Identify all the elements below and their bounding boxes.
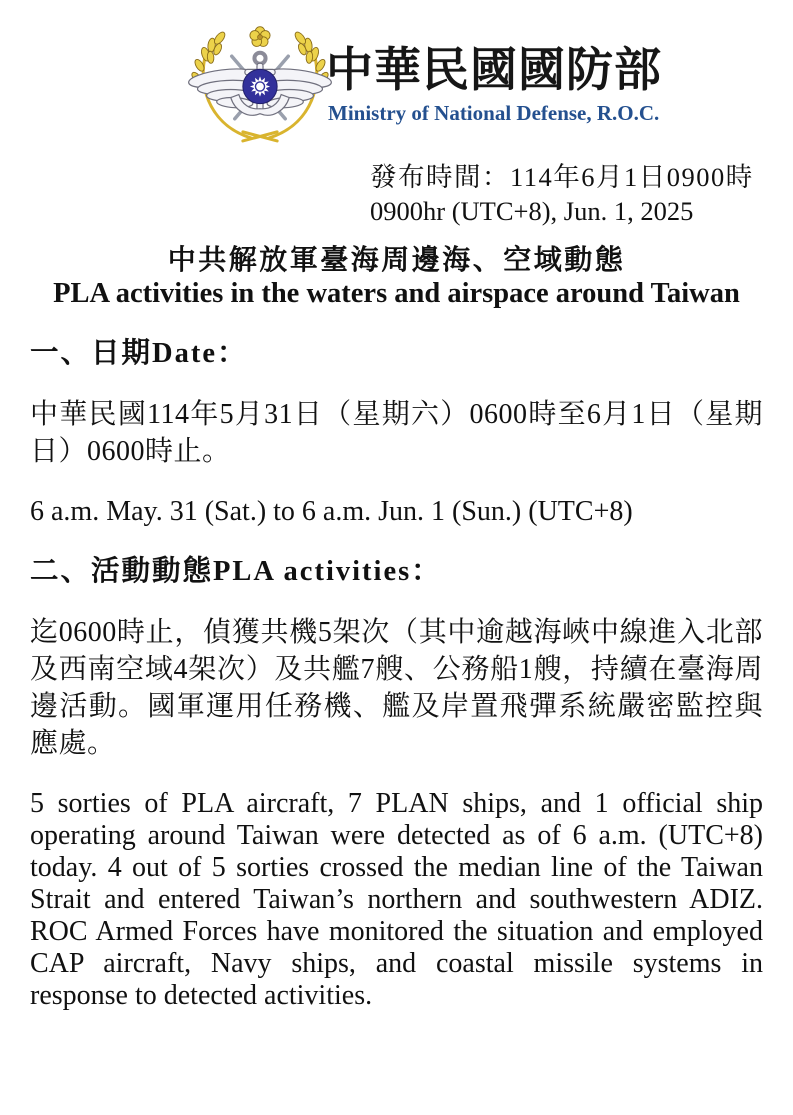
activities-paragraph-zh: 迄0600時止，偵獲共機5架次（其中逾越海峽中線進入北部及西南空域4架次）及共艦7艘、公務船1艘，持續在臺海周邊活動。國軍運用任務機、艦及岸置飛彈系統嚴密監控與應處。: [30, 617, 763, 759]
date-paragraph-en: 6 a.m. May. 31 (Sat.) to 6 a.m. Jun. 1 (Sun.) (UTC+8): [30, 496, 633, 527]
section-activities-heading: 二、活動動態PLA activities：: [30, 556, 442, 587]
org-name-en: Ministry of National Defense, R.O.C.: [328, 101, 660, 125]
header: [0, 0, 793, 150]
doc-title-zh: 中共解放軍臺海周邊海、空域動態: [167, 245, 626, 276]
mnd-emblem-icon: [184, 24, 336, 147]
date-paragraph-zh: 中華民國114年5月31日（星期六）0600時至6月1日（星期日）0600時止。: [30, 399, 763, 467]
activities-paragraph-en: 5 sorties of PLA aircraft, 7 PLAN ships, and 1 official ship operating around Taiwan were detected as of 6 a.m. (UTC+8) today. 4 out of 5 sorties crossed the median line of the Taiwan Strait and entered Taiwan’s northern and southwestern ADIZ. ROC Armed Forces have monitored the situation and employed CAP aircraft, Navy ships, and coastal missile systems in response to detected activities.: [30, 788, 763, 1011]
sun-disc-icon: [243, 69, 277, 103]
section-date: [30, 338, 763, 528]
release-time-zh: 發布時間：114年6月1日0900時: [370, 162, 754, 192]
org-name-zh: 中華民國國防部: [326, 45, 662, 97]
release-time-en: 0900hr (UTC+8), Jun. 1, 2025: [370, 196, 694, 226]
section-date-heading: 一、日期Date：: [30, 338, 248, 369]
plum-blossom-icon: [250, 27, 270, 47]
release-time: [370, 160, 763, 228]
section-activities: [30, 556, 763, 1012]
doc-title: [30, 244, 763, 310]
doc-title-en: PLA activities in the waters and airspace around Taiwan: [53, 278, 740, 309]
